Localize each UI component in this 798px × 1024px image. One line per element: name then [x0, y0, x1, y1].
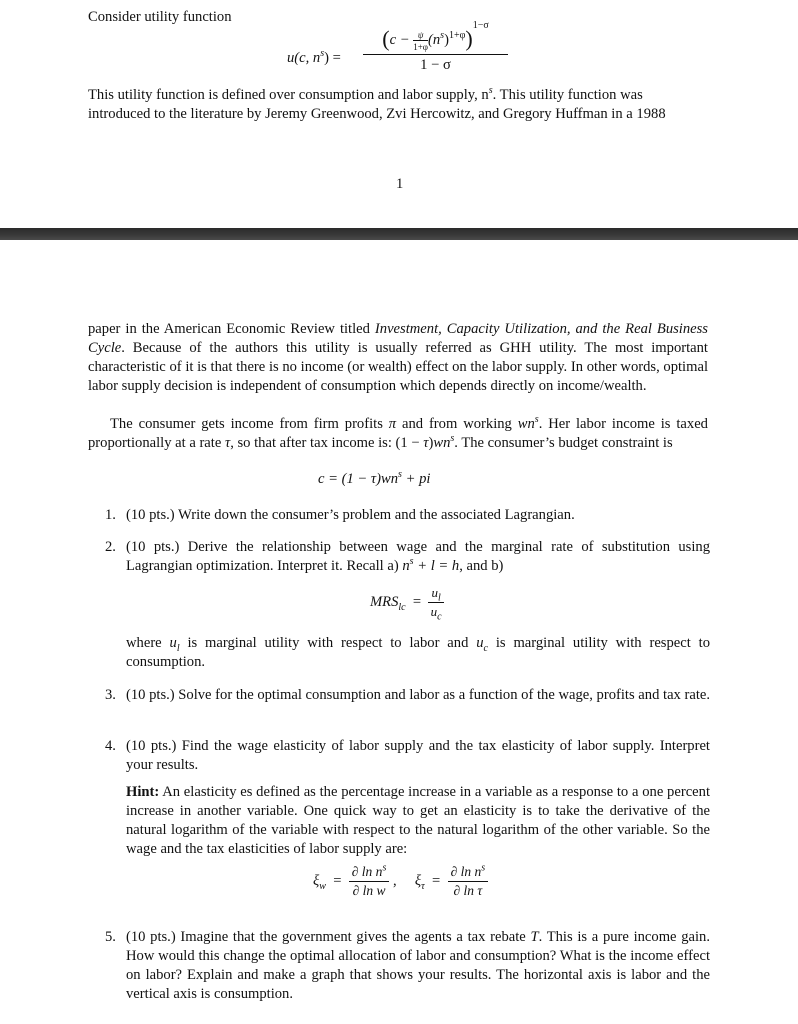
- budget-constraint: $c = (1 - \tau)wn^s$ + pi: [318, 469, 431, 487]
- income-paragraph: The consumer gets income from firm profits π and from working $wn^s$. Her labor income is taxed proportionally at a rate τ, so that after tax income is: $(1 - \tau)wn^s$. The consumer’s budget constraint is: [88, 414, 708, 451]
- page-2: [0, 240, 798, 1024]
- utility-denominator: 1 − σ: [420, 57, 451, 73]
- gh-paragraph: This utility function is defined over consumption and labor supply, $n^s$. This utility function was introduced to the literature by Jeremy Greenwood, Zvi Hercowitz, and Gregory Huffman in a 1988: [88, 85, 666, 122]
- mrs-equation: $MRS_{lc}$ = $\frac{u_l}{u_c}$: [370, 585, 444, 620]
- ghh-paragraph: paper in the American Economic Review titled Investment, Capacity Utilization, and the Real Business Cycle. Because of the authors this utility is usually referred as GHH utility. The most important characteristic of it is that there is no income (or wealth) effect on the labor supply. In other words, optimal labor supply decision is independent of consumption which depends directly on income/wealth.: [88, 321, 708, 394]
- page-separator: [0, 228, 798, 240]
- question-4: 4. (10 pts.) Find the wage elasticity of labor supply and the tax elasticity of labor supply. Interpret your results.: [105, 738, 710, 773]
- utility-numerator: (c − $\frac{\psi}{1+\varphi}$ $(n^s)^{1+\varphi})^{1-\sigma}$: [363, 26, 508, 55]
- question-3: 3. (10 pts.) Solve for the optimal consumption and labor as a function of the wage, profits and tax rate.: [105, 687, 711, 703]
- utility-fraction: [363, 20, 508, 74]
- elasticity-equations: $\xi_w$ = $\frac{\partial \ln n^s}{\text{∂ ln w}}$ , $\xi_\tau$ = $\frac{\partial \ln n^s}{\text{∂ ln τ}}$: [313, 864, 488, 899]
- mrs-explanation: where $u_l$ is marginal utility with respect to labor and $u_c$ is marginal utility with respect to consumption.: [126, 635, 710, 670]
- intro-text: Consider utility function: [88, 9, 232, 25]
- wage-elasticity-fraction: $\frac{\partial \ln n^s}{\text{∂ ln w}}$: [349, 864, 390, 899]
- tax-elasticity-fraction: $\frac{\partial \ln n^s}{\text{∂ ln τ}}$: [448, 864, 489, 899]
- question-1: 1. (10 pts.) Write down the consumer’s problem and the associated Lagrangian.: [105, 507, 575, 523]
- question-2: 2. (10 pts.) Derive the relationship between wage and the marginal rate of substitution using Lagrangian optimization. Interpret it. Recall a) $n^s + l = h$, and b): [105, 539, 710, 574]
- hint-paragraph: Hint: An elasticity es defined as the percentage increase in a variable as a response to a one percent increase in another variable. One quick way to get an elasticity is to take the derivative of the natural logarithm of the variable with respect to the natural logarithm of the other variable. So the wage and the tax elasticities of labor supply are:: [126, 784, 710, 857]
- question-5: 5. (10 pts.) Imagine that the government gives the agents a tax rebate T. This is a pure income gain. How would this change the optimal allocation of labor and consumption? What is the income effect on labor? Explain and make a graph that shows your results. The horizontal axis is labor and the vertical axis is consumption.: [105, 929, 711, 1002]
- page-1: Consider utility function u(c, $n^s$) = (c − $\frac{\psi}{1+\varphi}$ $(n^s)^{1+\varphi})^{1-\sigma}$ 1 − σ This utility function is defined over consumption and labor supply, $n^s$. This utility function was introduced to the literature by Jeremy Greenwood, Zvi Hercowitz, and Gregory Huffman in a 1988 1: [0, 0, 798, 228]
- page-number: 1: [396, 176, 404, 192]
